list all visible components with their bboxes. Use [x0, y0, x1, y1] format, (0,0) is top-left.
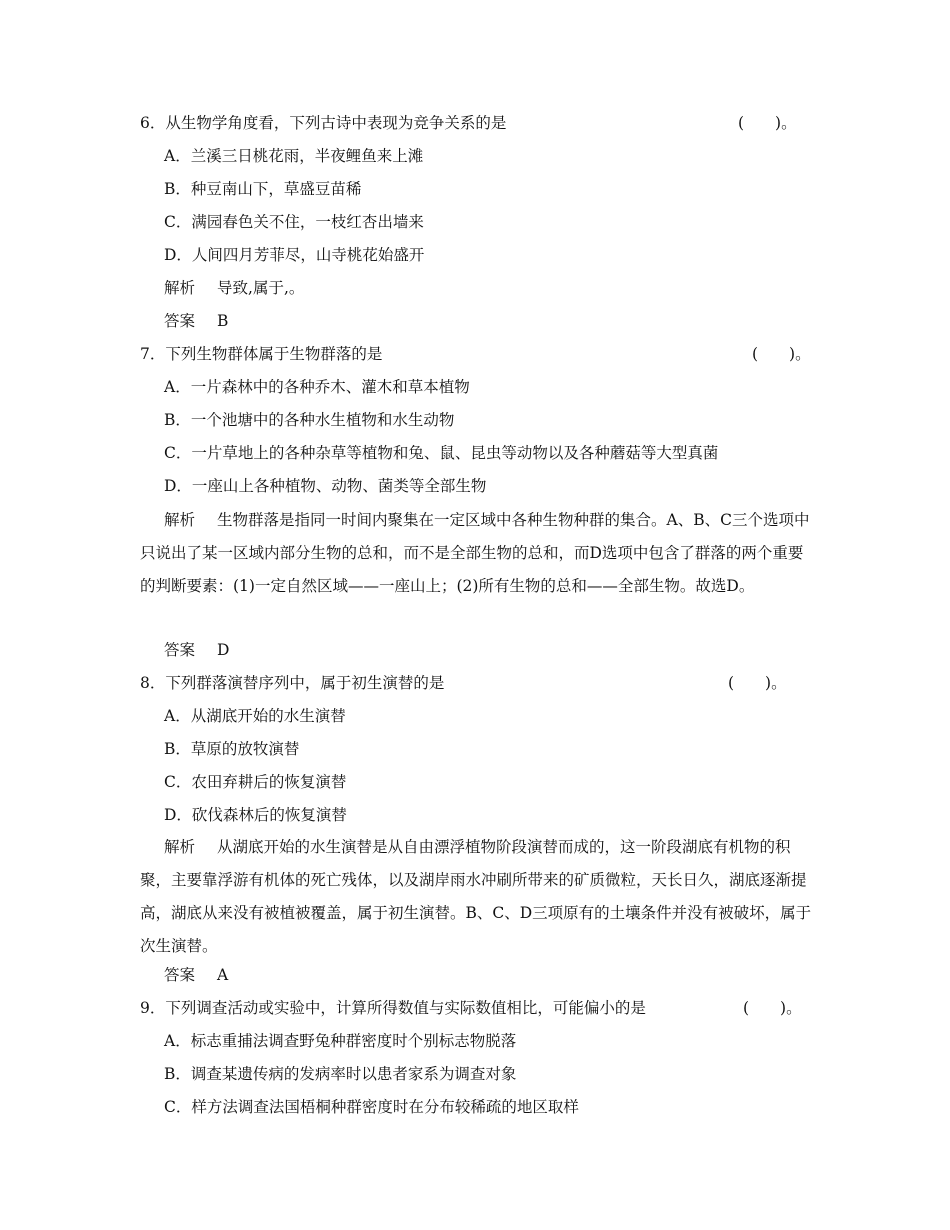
question-7-option-a: A．一片森林中的各种乔木、灌木和草本植物 — [164, 378, 470, 396]
analysis-label: 解析 — [164, 511, 196, 529]
analysis-label: 解析 — [164, 838, 196, 856]
question-7-option-d: D．一座山上各种植物、动物、菌类等全部生物 — [164, 477, 487, 495]
analysis-label: 解析 — [164, 279, 196, 297]
question-8-option-a: A．从湖底开始的水生演替 — [164, 707, 346, 725]
question-7-option-c: C．一片草地上的各种杂草等植物和兔、鼠、昆虫等动物以及各种蘑菇等大型真菌 — [164, 444, 719, 462]
question-6-option-d: D．人间四月芳菲尽，山寺桃花始盛开 — [164, 246, 425, 264]
question-6-analysis — [164, 277, 304, 299]
question-8-answer — [164, 964, 228, 986]
question-9-option-a: A．标志重捕法调查野兔种群密度时个别标志物脱落 — [164, 1032, 517, 1050]
answer-label: 答案 — [164, 312, 196, 330]
question-7-bracket: ( )。 — [752, 345, 811, 363]
question-8-stem: 8．下列群落演替序列中，属于初生演替的是 — [140, 674, 445, 692]
answer-value: D — [217, 641, 230, 659]
question-6-bracket: ( )。 — [738, 114, 797, 132]
question-8-option-c: C．农田弃耕后的恢复演替 — [164, 773, 347, 791]
answer-label: 答案 — [164, 641, 196, 659]
answer-value: B — [217, 312, 229, 330]
question-6-option-b: B．种豆南山下，草盛豆苗稀 — [164, 180, 362, 198]
question-8-bracket: ( )。 — [728, 674, 787, 692]
question-9-stem: 9．下列调查活动或实验中，计算所得数值与实际数值相比，可能偏小的是 — [140, 999, 646, 1017]
question-8-option-d: D．砍伐森林后的恢复演替 — [164, 806, 347, 824]
question-9-option-b: B．调查某遗传病的发病率时以患者家系为调查对象 — [164, 1065, 517, 1083]
question-9-bracket: ( )。 — [743, 999, 802, 1017]
question-7-answer — [164, 639, 229, 661]
question-7-stem: 7．下列生物群体属于生物群落的是 — [140, 345, 383, 363]
question-8-option-b: B．草原的放牧演替 — [164, 740, 300, 758]
answer-value: A — [217, 966, 229, 984]
question-8-analysis — [140, 831, 812, 963]
question-6-stem: 6．从生物学角度看，下列古诗中表现为竞争关系的是 — [140, 114, 507, 132]
analysis-text: 导致,属于,。 — [217, 279, 305, 297]
analysis-text: 从湖底开始的水生演替是从自由漂浮植物阶段演替而成的，这一阶段湖底有机物的积聚，主要靠浮游有机体的死亡残体，以及湖岸雨水冲刷所带来的矿质微粒，天长日久，湖底逐渐提高，湖底从来没有被植被覆盖，属于初生演替。B、C、D三项原有的土壤条件并没有被破坏，属于次生演替。 — [140, 838, 812, 955]
question-6-option-c: C．满园春色关不住，一枝红杏出墙来 — [164, 213, 424, 231]
answer-label: 答案 — [164, 966, 196, 984]
question-7-analysis — [140, 504, 812, 603]
analysis-text: 生物群落是指同一时间内聚集在一定区域中各种生物种群的集合。A、B、C三个选项中只说出了某一区域内部分生物的总和，而不是全部生物的总和，而D选项中包含了群落的两个重要的判断要素：(1)一定自然区域——一座山上；(2)所有生物的总和——全部生物。故选D。 — [140, 511, 810, 595]
question-9-option-c: C．样方法调查法国梧桐种群密度时在分布较稀疏的地区取样 — [164, 1098, 579, 1116]
question-6-answer — [164, 310, 228, 332]
question-6-option-a: A．兰溪三日桃花雨，半夜鲤鱼来上滩 — [164, 147, 424, 165]
question-7-option-b: B．一个池塘中的各种水生植物和水生动物 — [164, 411, 455, 429]
